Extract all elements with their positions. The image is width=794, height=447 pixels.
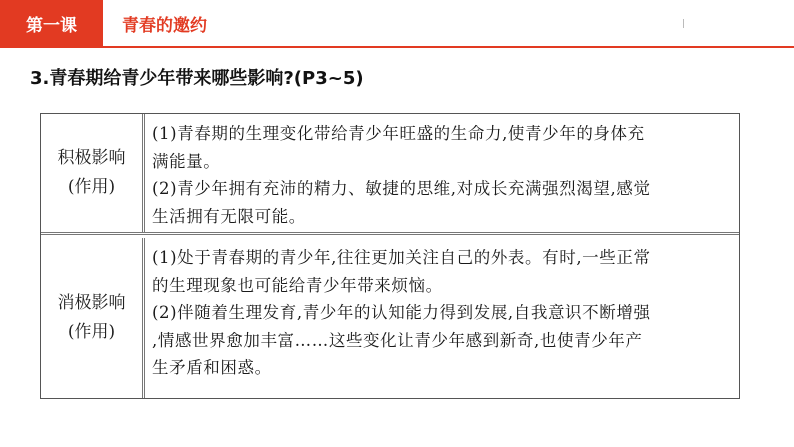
content-line: (1)青春期的生理变化带给青少年旺盛的生命力,使青少年的身体充 (152, 124, 645, 143)
question-heading: 3.青春期给青少年带来哪些影响?(P3~5) (30, 68, 364, 89)
row-content (152, 120, 731, 230)
content-line: 的生理现象也可能给青少年带来烦恼。 (152, 275, 443, 295)
header-bar (0, 0, 794, 46)
content-line: (2)伴随着生理发育,青少年的认知能力得到发展,自我意识不断增强 (152, 303, 651, 322)
row-label: 积极影响 (57, 148, 126, 168)
header-divider-tick (683, 19, 684, 28)
row-label-cell (41, 114, 145, 232)
content-line: 满能量。 (152, 151, 221, 171)
row-label: 消极影响 (57, 293, 126, 313)
row-sublabel: (作用) (67, 177, 116, 197)
header-rule (0, 46, 794, 48)
content-line: 生活拥有无限可能。 (152, 206, 306, 226)
influence-table (40, 113, 740, 399)
row-sublabel: (作用) (67, 322, 116, 342)
content-line: 生矛盾和困惑。 (152, 358, 272, 377)
lesson-label: 第一课 (26, 15, 77, 36)
content-line: (1)处于青春期的青少年,往往更加关注自己的外表。有时,一些正常 (152, 248, 651, 267)
content-line: (2)青少年拥有充沛的精力、敏捷的思维,对成长充满强烈渴望,感觉 (152, 179, 651, 198)
table-row-negative (41, 238, 739, 398)
row-label-cell (41, 238, 145, 398)
lesson-tag (0, 0, 103, 46)
table-row-positive (41, 114, 739, 235)
lesson-title: 青春的邀约 (122, 15, 207, 36)
row-content (152, 244, 731, 382)
content-line: ,情感世界愈加丰富……这些变化让青少年感到新奇,也使青少年产 (152, 330, 643, 350)
